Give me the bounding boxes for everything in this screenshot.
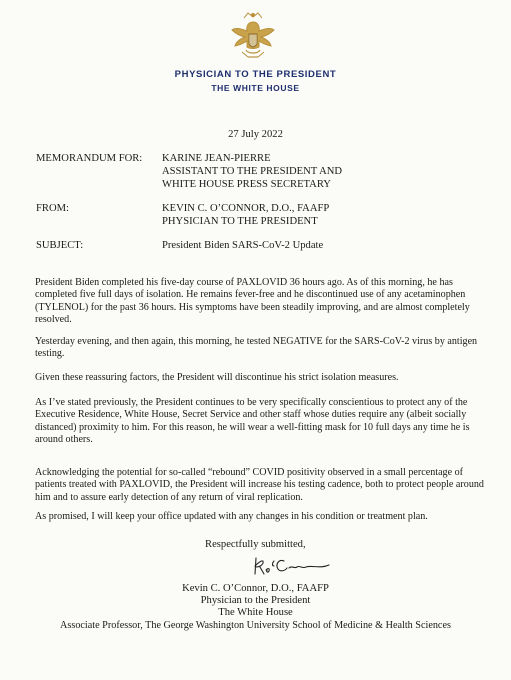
memo-for-line-3: WHITE HOUSE PRESS SECRETARY <box>162 179 331 190</box>
letterhead-office: PHYSICIAN TO THE PRESIDENT <box>174 69 337 80</box>
body-paragraph-5 <box>35 467 487 504</box>
presidential-eagle-seal-icon <box>230 10 276 62</box>
memo-from-line-1: KEVIN C. O’CONNOR, D.O., FAAFP <box>162 203 330 214</box>
body-paragraph-1 <box>35 277 487 326</box>
memo-date: 27 July 2022 <box>228 129 283 140</box>
body-paragraph-1-text: President Biden completed his five-day course of PAXLOVID 36 hours ago. As of this morning, he has completed five full days of isolation. He remains fever-free and he discontinued use of any acetaminophen (TYLENOL) for the past 36 hours. His symptoms have been steadily improving, and are almost completely resolved. <box>35 277 470 325</box>
body-paragraph-2 <box>35 336 487 361</box>
handwritten-signature-icon <box>252 555 332 577</box>
body-paragraph-2-text: Yesterday evening, and then again, this morning, he tested NEGATIVE for the SARS-CoV-2 virus by antigen testing. <box>35 336 478 360</box>
memo-for-line-2: ASSISTANT TO THE PRESIDENT AND <box>162 166 343 177</box>
body-paragraph-3 <box>35 372 487 384</box>
signer-office: The White House <box>218 607 293 618</box>
body-paragraph-6 <box>35 511 487 523</box>
memo-for-label: MEMORANDUM FOR: <box>36 153 143 164</box>
body-paragraph-3-text: Given these reassuring factors, the President will discontinue his strict isolation measures. <box>35 372 399 383</box>
memo-subject-label: SUBJECT: <box>36 240 84 251</box>
signer-affiliation: Associate Professor, The George Washington University School of Medicine & Health Sciences <box>60 620 451 631</box>
signer-title: Physician to the President <box>200 595 311 606</box>
memo-subject-value: President Biden SARS-CoV-2 Update <box>162 240 324 251</box>
body-paragraph-4-text: As I’ve stated previously, the President continues to be very specifically conscientious to protect any of the Executive Residence, White House, Secret Service and other staff whose duties require any (albeit socially distanced) proximity to him. For this reason, he will wear a well-fitting mask for 10 full days any time he is around others. <box>35 397 470 445</box>
body-paragraph-4 <box>35 397 487 446</box>
memo-for-line-1: KARINE JEAN-PIERRE <box>162 153 271 164</box>
body-paragraph-6-text: As promised, I will keep your office updated with any changes in his condition or treatment plan. <box>35 511 428 522</box>
body-paragraph-5-text: Acknowledging the potential for so-called “rebound” COVID positivity observed in a small percentage of patients treated with PAXLOVID, the President will increase his testing cadence, both to protect people around him and to assure early detection of any return of viral replication. <box>35 467 484 503</box>
memo-from-line-2: PHYSICIAN TO THE PRESIDENT <box>162 216 318 227</box>
signer-name: Kevin C. O’Connor, D.O., FAAFP <box>182 583 329 594</box>
closing-line: Respectfully submitted, <box>205 539 306 550</box>
letterhead-house: THE WHITE HOUSE <box>211 83 300 93</box>
memo-from-label: FROM: <box>36 203 69 214</box>
